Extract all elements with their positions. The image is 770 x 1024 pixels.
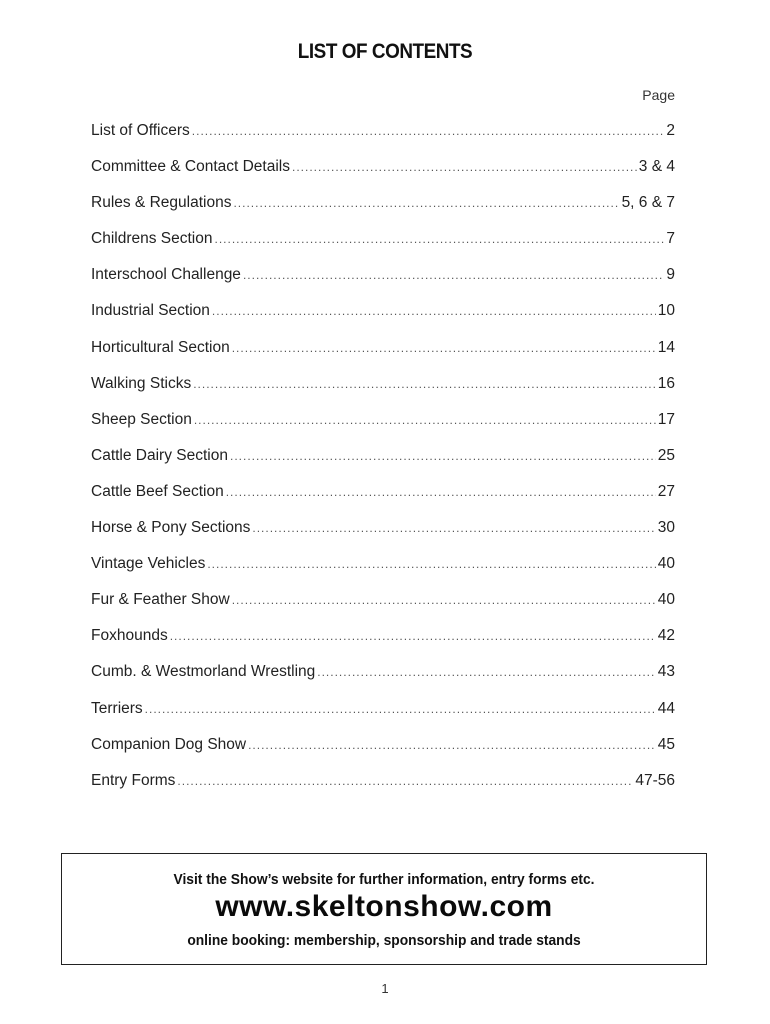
toc-entry-label: Childrens Section xyxy=(91,230,213,248)
toc-entry-label: Sheep Section xyxy=(91,410,192,428)
toc-entry[interactable] xyxy=(91,119,675,155)
toc-entry-label: Terriers xyxy=(91,699,143,717)
page-column-label: Page xyxy=(642,87,675,103)
toc-dot-leader xyxy=(212,299,656,323)
toc-entry-page: 17 xyxy=(657,410,675,428)
toc-entry-page: 16 xyxy=(657,374,675,392)
toc-entry-page: 3 & 4 xyxy=(638,158,675,176)
toc-entry-label: Foxhounds xyxy=(91,627,168,645)
toc-entry[interactable] xyxy=(91,516,675,552)
toc-entry-label: Entry Forms xyxy=(91,771,176,789)
toc-entry-page: 40 xyxy=(657,591,675,609)
toc-dot-leader xyxy=(193,372,656,396)
toc-entry-label: Cattle Beef Section xyxy=(91,482,224,500)
toc-dot-leader xyxy=(248,733,656,757)
toc-dot-leader xyxy=(192,119,665,143)
toc-entry-page: 47-56 xyxy=(635,771,675,789)
toc-entry-label: Committee & Contact Details xyxy=(91,158,290,176)
toc-entry[interactable] xyxy=(91,552,675,588)
website-info-box xyxy=(61,853,707,965)
toc-entry[interactable] xyxy=(91,372,675,408)
toc-entry-page: 43 xyxy=(657,663,675,681)
toc-dot-leader xyxy=(232,588,656,612)
toc-dot-leader xyxy=(252,516,655,540)
toc-entry-label: Horticultural Section xyxy=(91,338,230,356)
toc-entry-label: Interschool Challenge xyxy=(91,266,241,284)
toc-dot-leader xyxy=(177,769,633,793)
toc-entry[interactable] xyxy=(91,299,675,335)
toc-dot-leader xyxy=(214,227,664,251)
page-number: 1 xyxy=(381,981,389,996)
toc-entry-page: 5, 6 & 7 xyxy=(621,194,675,212)
toc-entry[interactable] xyxy=(91,480,675,516)
toc-entry-label: List of Officers xyxy=(91,122,190,139)
toc-dot-leader xyxy=(232,336,656,360)
toc-dot-leader xyxy=(292,155,637,179)
toc-entry-page: 44 xyxy=(657,699,675,717)
toc-entry-page: 42 xyxy=(657,627,675,645)
toc-entry-page: 10 xyxy=(657,302,675,320)
toc-entry-page: 7 xyxy=(666,230,675,248)
table-of-contents xyxy=(91,119,675,805)
toc-entry[interactable] xyxy=(91,155,675,191)
toc-entry-page: 14 xyxy=(657,338,675,356)
toc-entry-page: 45 xyxy=(657,735,675,753)
toc-entry-label: Walking Sticks xyxy=(91,374,192,392)
toc-entry-label: Horse & Pony Sections xyxy=(91,519,251,537)
toc-dot-leader xyxy=(194,408,656,432)
toc-entry[interactable] xyxy=(91,444,675,480)
toc-entry[interactable] xyxy=(91,697,675,733)
toc-entry[interactable] xyxy=(91,660,675,696)
toc-entry[interactable] xyxy=(91,336,675,372)
page-title: LIST OF CONTENTS xyxy=(297,40,473,63)
online-booking-text: online booking: membership, sponsorship and trade stands xyxy=(187,932,581,949)
toc-entry-label: Rules & Regulations xyxy=(91,194,232,212)
toc-entry[interactable] xyxy=(91,769,675,805)
toc-entry[interactable] xyxy=(91,191,675,227)
toc-entry[interactable] xyxy=(91,733,675,769)
toc-entry-label: Companion Dog Show xyxy=(91,735,247,753)
toc-entry[interactable] xyxy=(91,588,675,624)
toc-entry-page: 30 xyxy=(657,519,675,537)
toc-entry-label: Industrial Section xyxy=(91,302,210,320)
toc-dot-leader xyxy=(243,263,664,287)
toc-dot-leader xyxy=(230,444,656,468)
website-info-text: Visit the Show’s website for further information, entry forms etc. xyxy=(173,871,595,888)
toc-entry-page: 2 xyxy=(666,122,675,139)
toc-entry-label: Fur & Feather Show xyxy=(91,591,230,609)
toc-entry[interactable] xyxy=(91,408,675,444)
toc-entry-label: Cumb. & Westmorland Wrestling xyxy=(91,663,316,681)
toc-dot-leader xyxy=(170,624,656,648)
toc-dot-leader xyxy=(317,660,655,684)
toc-entry-label: Vintage Vehicles xyxy=(91,555,206,573)
website-url-link[interactable]: www.skeltonshow.com xyxy=(215,890,553,923)
toc-entry-page: 25 xyxy=(657,446,675,464)
toc-dot-leader xyxy=(145,697,656,721)
toc-entry-label: Cattle Dairy Section xyxy=(91,446,228,464)
toc-entry-page: 27 xyxy=(657,482,675,500)
toc-entry[interactable] xyxy=(91,624,675,660)
toc-entry-page: 9 xyxy=(666,266,675,284)
toc-dot-leader xyxy=(226,480,656,504)
toc-dot-leader xyxy=(233,191,619,215)
toc-dot-leader xyxy=(207,552,655,576)
toc-entry-page: 40 xyxy=(657,555,675,573)
toc-entry[interactable] xyxy=(91,227,675,263)
toc-entry[interactable] xyxy=(91,263,675,299)
